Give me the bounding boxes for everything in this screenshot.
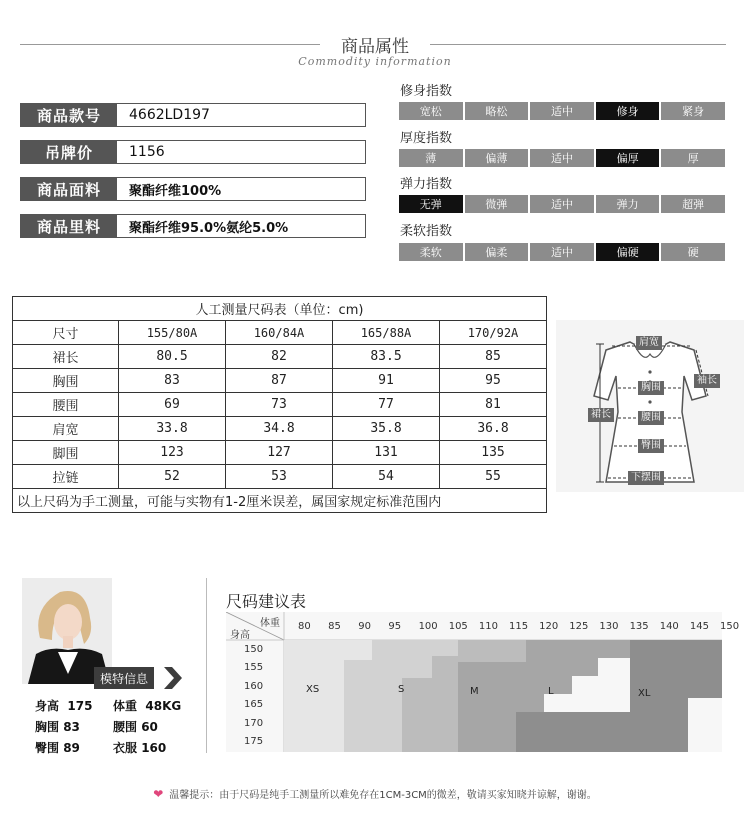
row-label: 肩宽 [13, 417, 119, 441]
attr-fabric [20, 177, 366, 201]
table-cell: 73 [226, 393, 333, 417]
sleeve-label: 袖长 [694, 374, 720, 388]
weight-tick: 115 [509, 621, 529, 632]
size-table [12, 296, 547, 513]
index-option: 偏硬 [596, 243, 660, 261]
shoulder-label: 肩宽 [636, 336, 662, 350]
table-row [13, 369, 547, 393]
chest-label: 胸围 [638, 381, 664, 395]
attr-value: 聚酯纤维95.0%氨纶5.0% [129, 220, 289, 236]
table-cell: 91 [333, 369, 440, 393]
table-row [13, 393, 547, 417]
attr-value: 1156 [129, 144, 165, 160]
index-option: 适中 [530, 195, 594, 213]
dress-diagram [556, 320, 744, 492]
height-tick: 155 [244, 662, 264, 674]
attr-value: 4662LD197 [129, 107, 210, 123]
recommendation-title: 尺码建议表 [226, 592, 307, 611]
index-option: 硬 [661, 243, 725, 261]
recommendation-steps [226, 612, 722, 752]
heart-icon: ❤ [153, 787, 164, 801]
weight-tick: 85 [328, 621, 341, 632]
height-tick: 150 [244, 644, 264, 655]
size-label-l: L [548, 686, 554, 697]
row-label: 胸围 [13, 369, 119, 393]
index-option: 超弹 [661, 195, 725, 213]
index-option: 偏厚 [596, 149, 660, 167]
index-option: 修身 [596, 102, 660, 120]
table-row [13, 465, 547, 489]
index-option: 适中 [530, 243, 594, 261]
height-tick: 170 [244, 717, 264, 729]
table-cell: 81 [440, 393, 547, 417]
attr-label: 商品里料 [21, 215, 117, 237]
index-option: 微弹 [465, 195, 529, 213]
row-label: 裙长 [13, 345, 119, 369]
column-header: 尺寸 [13, 321, 119, 345]
weight-tick: 80 [298, 621, 311, 632]
table-note-row [13, 489, 547, 513]
table-cell: 33.8 [119, 417, 226, 441]
index-option: 宽松 [399, 102, 463, 120]
model-stat-weight: 体重 48KG [113, 699, 182, 713]
table-cell: 55 [440, 465, 547, 489]
waist-label: 腰围 [638, 411, 664, 425]
hip-label: 臀围 [638, 439, 664, 453]
table-note: 以上尺码为手工测量，可能与实物有1-2厘米误差，属国家规定标准范围内 [13, 489, 547, 513]
height-tick: 160 [244, 680, 264, 692]
attr-tag-price [20, 140, 366, 164]
thickness-index-title: 厚度指数 [400, 131, 453, 146]
height-tick: 165 [244, 699, 264, 711]
attr-label: 商品面料 [21, 178, 117, 200]
length-label: 裙长 [588, 408, 614, 422]
table-row [13, 417, 547, 441]
table-cell: 69 [119, 393, 226, 417]
height-tick: 175 [244, 736, 264, 747]
table-cell: 53 [226, 465, 333, 489]
table-cell: 123 [119, 441, 226, 465]
row-label: 拉链 [13, 465, 119, 489]
size-label-xs: XS [306, 684, 320, 695]
attr-label: 吊牌价 [21, 141, 117, 163]
table-caption-row [13, 297, 547, 321]
table-cell: 35.8 [333, 417, 440, 441]
table-cell: 80.5 [119, 345, 226, 369]
weight-tick: 90 [358, 621, 372, 632]
attr-value: 聚酯纤维100% [129, 183, 222, 199]
softness-index-bar [399, 243, 725, 261]
table-cell: 131 [333, 441, 440, 465]
index-option: 无弹 [399, 195, 463, 213]
table-cell: 87 [226, 369, 333, 393]
attr-style-number [20, 103, 366, 127]
elasticity-index-bar [399, 195, 725, 213]
height-header: 身高 [230, 630, 250, 641]
index-option: 适中 [530, 149, 594, 167]
column-header: 165/88A [333, 321, 440, 345]
table-cell: 83.5 [333, 345, 440, 369]
index-option: 偏柔 [465, 243, 529, 261]
section-divider [206, 578, 207, 753]
model-stat-height: 身高 175 [35, 699, 93, 713]
column-header: 155/80A [119, 321, 226, 345]
hem-label: 下摆围 [628, 471, 664, 485]
weight-tick: 140 [659, 621, 679, 632]
thickness-index-bar [399, 149, 725, 167]
index-option: 弹力 [596, 195, 660, 213]
row-label: 腰围 [13, 393, 119, 417]
model-stat-waist: 腰围 60 [113, 720, 158, 734]
index-option: 薄 [399, 149, 463, 167]
table-cell: 85 [440, 345, 547, 369]
model-stat-clothes: 衣服 160 [113, 741, 167, 755]
weight-tick: 100 [418, 621, 438, 632]
table-caption: 人工测量尺码表（单位：cm) [13, 297, 547, 321]
index-option: 适中 [530, 102, 594, 120]
column-header: 160/84A [226, 321, 333, 345]
table-cell: 83 [119, 369, 226, 393]
weight-tick: 105 [448, 621, 468, 632]
column-header: 170/92A [440, 321, 547, 345]
index-option: 略松 [465, 102, 529, 120]
model-info-badge: 模特信息 [94, 667, 154, 689]
size-label-s: S [398, 684, 405, 695]
recommendation-chart [226, 612, 740, 752]
elasticity-index-title: 弹力指数 [400, 177, 453, 192]
section-subtitle: Commodity information [298, 55, 452, 68]
table-cell: 95 [440, 369, 547, 393]
index-option: 紧身 [661, 102, 725, 120]
weight-tick: 95 [388, 621, 402, 632]
table-row [13, 345, 547, 369]
model-stat-bust: 胸围 83 [35, 720, 80, 734]
weight-tick: 110 [478, 621, 498, 632]
weight-header: 体重 [260, 618, 280, 629]
index-option: 偏薄 [465, 149, 529, 167]
weight-tick: 150 [720, 621, 740, 632]
weight-tick: 145 [689, 621, 709, 632]
footer-notice: ❤ 温馨提示：由于尺码是纯手工测量所以难免存在1CM-3CM的微差，敬请买家知晓并谅解，谢谢。 [153, 787, 597, 801]
table-cell: 135 [440, 441, 547, 465]
weight-tick: 125 [569, 621, 589, 632]
index-option: 厚 [661, 149, 725, 167]
table-cell: 34.8 [226, 417, 333, 441]
softness-index-title: 柔软指数 [400, 224, 453, 239]
index-option: 柔软 [399, 243, 463, 261]
table-cell: 52 [119, 465, 226, 489]
attr-label: 商品款号 [21, 104, 117, 126]
table-cell: 54 [333, 465, 440, 489]
fit-index-title: 修身指数 [400, 84, 453, 99]
model-stat-hip: 臀围 89 [35, 741, 80, 755]
weight-tick: 135 [629, 621, 649, 632]
attr-lining [20, 214, 366, 238]
weight-tick: 120 [539, 621, 559, 632]
chevron-right-icon [164, 667, 182, 689]
section-title: 商品属性 [341, 37, 409, 57]
table-cell: 127 [226, 441, 333, 465]
size-label-m: M [470, 686, 479, 697]
table-header-row [13, 321, 547, 345]
size-label-xl: XL [638, 688, 651, 699]
table-cell: 36.8 [440, 417, 547, 441]
fit-index-bar [399, 102, 725, 120]
table-cell: 82 [226, 345, 333, 369]
table-cell: 77 [333, 393, 440, 417]
weight-tick: 130 [599, 621, 619, 632]
row-label: 脚围 [13, 441, 119, 465]
table-row [13, 441, 547, 465]
